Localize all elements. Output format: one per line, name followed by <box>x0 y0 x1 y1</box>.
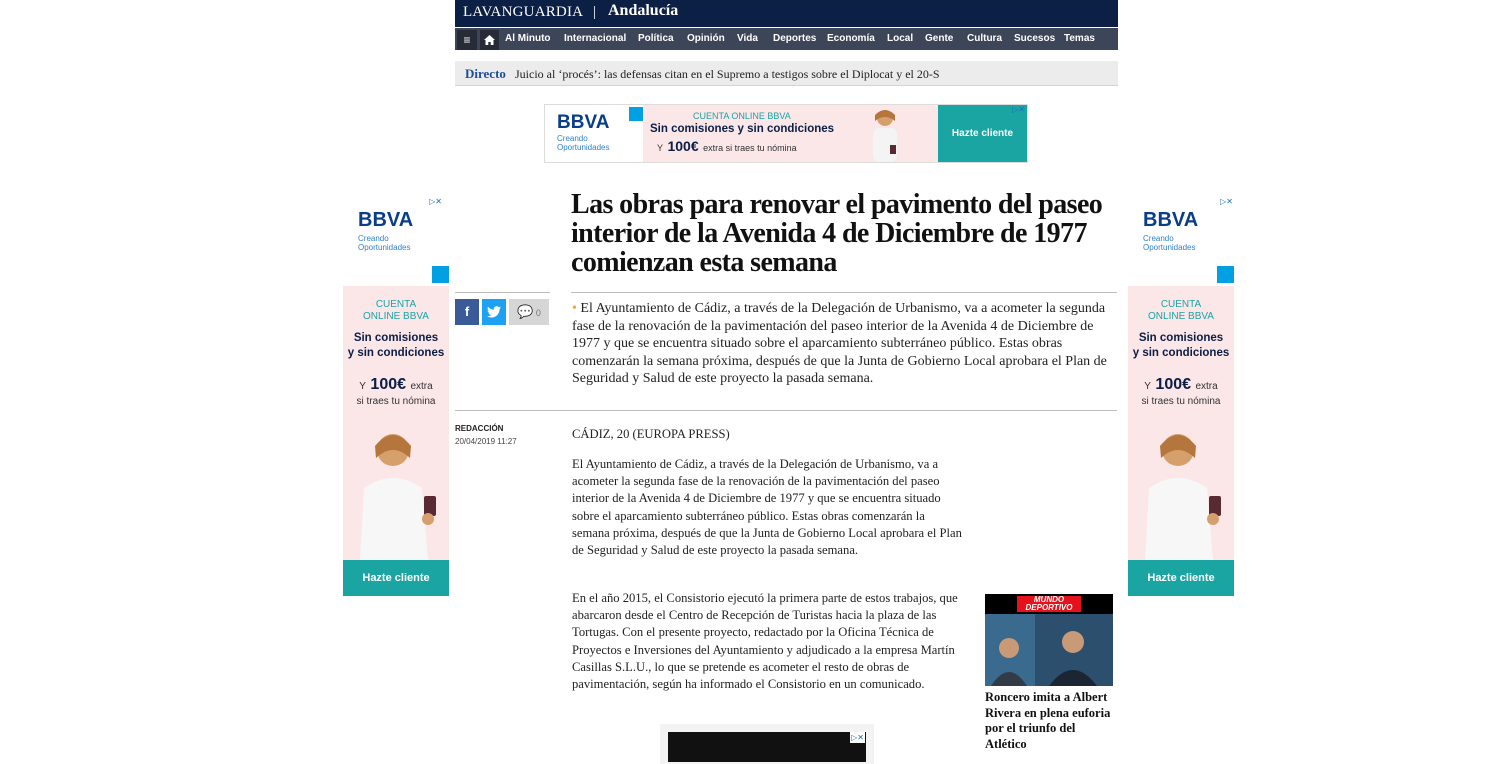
ad-offer-suffix: extra <box>410 381 433 392</box>
ad-brand-tagline-2: Oportunidades <box>557 143 610 152</box>
comments-button[interactable] <box>509 299 549 325</box>
section-title[interactable]: Andalucía <box>608 2 679 19</box>
nav-item-internacional[interactable]: Internacional <box>564 33 627 44</box>
bullet-icon: • <box>572 301 581 316</box>
ad-brand-tagline-2: Oportunidades <box>1143 243 1196 252</box>
summary-text: El Ayuntamiento de Cádiz, a través de la Delegación de Urbanismo, va a acometer la segunda fase de la renovación de la pavimentación del paseo interior de la Avenida 4 de Diciembre de 1977 y que se encuentra situado sobre el aparcamiento subterráneo público. Estas obras comenzarán la semana próxima, después de que la Junta de Gobierno Local aprobara el Plan de Seguridad y Salud de este proyecto la pasada semana. <box>572 301 1107 386</box>
promo-image-content <box>985 614 1113 686</box>
ad-offer-line2: si traes tu nómina <box>356 396 436 407</box>
ad-kicker-1: CUENTA <box>1160 299 1202 310</box>
live-ticker-link[interactable]: Juicio al ‘procés’: las defensas citan en el Supremo a testigos sobre el Diplocat y el 20-S <box>515 67 940 81</box>
ad-brand-logo: BBVA <box>358 209 414 231</box>
ad-person-image <box>865 107 905 162</box>
divider <box>455 292 550 293</box>
article-date: 20/04/2019 11:27 <box>455 437 517 446</box>
right-side-ad[interactable] <box>1128 196 1234 596</box>
twitter-share-button[interactable] <box>482 299 506 325</box>
ad-offer-suffix: extra <box>1195 381 1218 392</box>
adchoices-icon[interactable]: ▷✕ <box>851 733 864 742</box>
ad-person-image <box>348 424 448 560</box>
left-side-ad[interactable] <box>343 196 449 596</box>
ad-brand-tagline-1: Creando <box>1143 234 1174 243</box>
header-divider <box>594 6 595 19</box>
facebook-icon: f <box>464 304 470 319</box>
nav-item-opinion[interactable]: Opinión <box>687 33 725 44</box>
article-paragraph: En el año 2015, el Consistorio ejecutó la primera parte de estos trabajos, que abarcaron desde el Centro de Recepción de Turistas hacia la plaza de las Tortugas. Con el presente proyecto, redactado por la Oficina Técnica de Proyectos e Inversiones del Ayuntamiento y adjudicado a la empresa Martín Casillas S.L.U., lo que se pretende es acometer el resto de obras de pavimentación, según ha informado el Consistorio en un comunicado. <box>572 591 958 692</box>
ad-headline-1: Sin comisiones <box>1138 332 1224 344</box>
ad-brand-tagline-1: Creando <box>557 134 588 143</box>
ad-brand-tagline-1: Creando <box>358 234 389 243</box>
comments-count: 0 <box>535 308 541 318</box>
ad-kicker-1: CUENTA <box>375 299 417 310</box>
ad-cta-button[interactable]: Hazte cliente <box>1128 560 1234 596</box>
nav-item-temas[interactable]: Temas <box>1064 33 1095 44</box>
promo-headline-link[interactable]: Roncero imita a Albert Rivera en plena euforia por el triunfo del Atlético <box>985 690 1111 751</box>
ad-kicker: CUENTA ONLINE BBVA <box>693 111 791 121</box>
adchoices-icon[interactable]: ▷✕ <box>1220 197 1233 206</box>
site-logo[interactable]: LAVANGUARDIA <box>463 4 584 20</box>
nav-item-al-minuto[interactable]: Al Minuto <box>505 33 551 44</box>
comment-icon: 💬 <box>517 304 534 319</box>
article-dateline: CÁDIZ, 20 (EUROPA PRESS) <box>572 427 730 441</box>
ad-accent-square <box>629 107 643 121</box>
ad-accent-square <box>1217 266 1234 283</box>
ad-headline-1: Sin comisiones <box>353 332 439 344</box>
ad-cta-button[interactable]: Hazte cliente <box>938 105 1027 162</box>
nav-item-cultura[interactable]: Cultura <box>967 33 1002 44</box>
ad-cta-button[interactable]: Hazte cliente <box>343 560 449 596</box>
nav-item-sucesos[interactable]: Sucesos <box>1014 33 1056 44</box>
nav-item-local[interactable]: Local <box>887 33 914 44</box>
adchoices-icon[interactable]: ▷✕ <box>429 197 442 206</box>
ad-kicker-2: ONLINE BBVA <box>363 311 429 322</box>
live-label: Directo <box>465 66 506 81</box>
ad-headline-2: y sin condiciones <box>1132 347 1230 359</box>
article-summary <box>572 300 1107 388</box>
ad-brand-tagline-2: Oportunidades <box>358 243 411 252</box>
ad-offer-prefix: Y <box>1144 381 1151 392</box>
top-ad-offer-panel[interactable] <box>643 105 938 162</box>
divider <box>455 410 1117 411</box>
article-paragraph: El Ayuntamiento de Cádiz, a través de la Delegación de Urbanismo, va a acometer la segunda fase de la renovación de la pavimentación del paseo interior de la Avenida 4 de Diciembre de 1977 y que se encuentra situado sobre el aparcamiento subterráneo público. Estas obras comenzarán la semana próxima, después de que la Junta de Gobierno Local aprobara el Plan de Seguridad y Salud de este proyecto la pasada semana. <box>572 457 962 558</box>
promo-thumbnail[interactable] <box>985 594 1113 686</box>
nav-item-deportes[interactable]: Deportes <box>773 33 817 44</box>
mundo-deportivo-logo: MUNDO DEPORTIVO <box>1017 596 1081 612</box>
ad-offer-amount: 100€ <box>1155 376 1192 393</box>
ad-brand-logo: BBVA <box>1143 209 1199 231</box>
home-icon[interactable] <box>480 30 499 50</box>
nav-item-economia[interactable]: Economía <box>827 33 875 44</box>
nav-item-vida[interactable]: Vida <box>737 33 758 44</box>
nav-item-gente[interactable]: Gente <box>925 33 954 44</box>
ad-headline-2: y sin condiciones <box>347 347 445 359</box>
ad-offer-amount: 100€ <box>370 376 407 393</box>
ad-accent-square <box>432 266 449 283</box>
ad-person-image <box>1133 424 1233 560</box>
ad-offer-prefix: Y <box>657 143 664 153</box>
adchoices-icon[interactable]: ▷✕ <box>1012 105 1025 114</box>
ad-offer-suffix: extra si traes tu nómina <box>703 143 797 153</box>
divider <box>571 292 1117 293</box>
nav-item-politica[interactable]: Política <box>638 33 674 44</box>
ad-kicker-2: ONLINE BBVA <box>1148 311 1214 322</box>
facebook-share-button[interactable] <box>455 299 479 325</box>
article-headline: Las obras para renovar el pavimento del paseo interior de la Avenida 4 de Diciembre de 1977 comienzan esta semana <box>571 189 1103 278</box>
ad-headline: Sin comisiones y sin condiciones <box>650 123 835 135</box>
ad-offer-line2: si traes tu nómina <box>1141 396 1221 407</box>
hamburger-icon[interactable]: ≡ <box>457 30 477 50</box>
ad-offer-amount: 100€ <box>667 138 699 154</box>
twitter-icon <box>487 306 501 318</box>
ad-brand-logo: BBVA <box>557 112 610 133</box>
inline-ad-video[interactable] <box>668 732 866 762</box>
article-author[interactable]: REDACCIÓN <box>455 424 504 433</box>
ad-offer-prefix: Y <box>359 381 366 392</box>
